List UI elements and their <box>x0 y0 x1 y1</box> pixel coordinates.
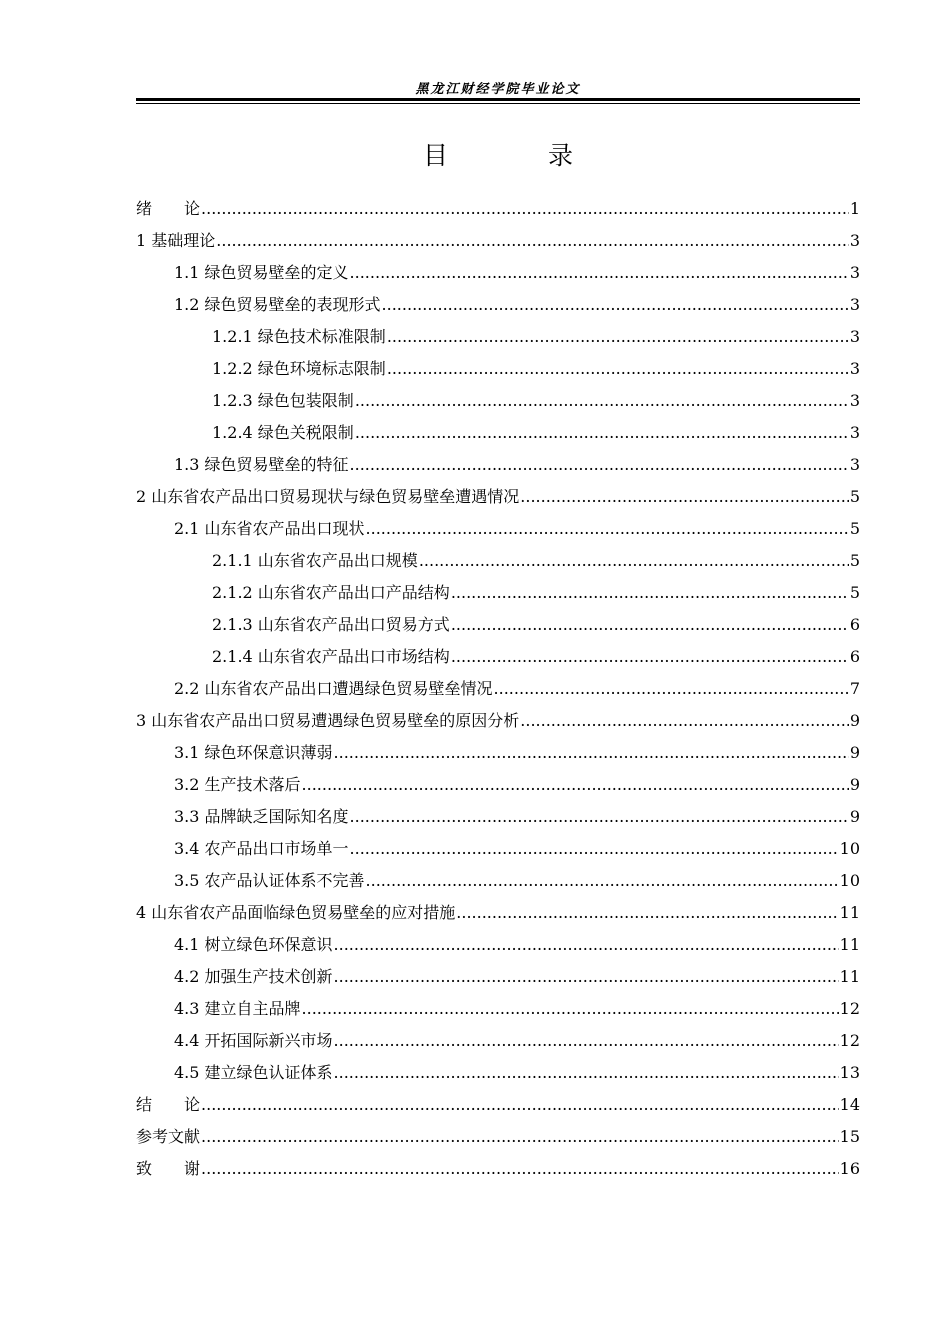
toc-entry-page: 9 <box>849 775 860 794</box>
toc-entry[interactable] <box>174 798 860 828</box>
toc-entry-label: 2.2 山东省农产品出口遭遇绿色贸易壁垒情况 <box>174 679 493 698</box>
toc-leader-dots <box>350 454 849 476</box>
toc-entry-page: 9 <box>849 743 860 762</box>
toc-entry-page: 5 <box>849 583 860 602</box>
toc-title: 目 录 <box>423 141 619 170</box>
toc-entry-page: 10 <box>839 839 860 858</box>
toc-leader-dots <box>419 550 849 572</box>
toc-entry[interactable] <box>174 734 860 764</box>
toc-leader-dots <box>355 390 849 412</box>
toc-entry-page: 11 <box>839 967 860 986</box>
toc-entry-label: 3.2 生产技术落后 <box>174 775 301 794</box>
toc-entry-page: 12 <box>839 1031 860 1050</box>
toc-entry[interactable] <box>136 894 860 924</box>
toc-entry-label: 2.1.1 山东省农产品出口规模 <box>212 551 418 570</box>
toc-entry[interactable] <box>212 542 860 572</box>
toc-leader-dots <box>201 1158 839 1180</box>
toc-leader-dots <box>355 422 849 444</box>
toc-leader-dots <box>387 358 849 380</box>
toc-leader-dots <box>334 742 849 764</box>
toc-entry-page: 14 <box>839 1095 860 1114</box>
toc-entry-page: 3 <box>849 391 860 410</box>
toc-entry-page: 5 <box>849 487 860 506</box>
toc-entry[interactable] <box>212 574 860 604</box>
toc-leader-dots <box>382 294 849 316</box>
toc-entry-page: 3 <box>849 327 860 346</box>
toc-entry[interactable] <box>136 222 860 252</box>
toc-entry[interactable] <box>212 606 860 636</box>
toc-entry[interactable] <box>174 670 860 700</box>
toc-entry[interactable] <box>174 1054 860 1084</box>
toc-entry-label: 致 谢 <box>136 1159 201 1178</box>
toc-entry[interactable] <box>136 478 860 508</box>
toc-leader-dots <box>201 1126 839 1148</box>
toc-leader-dots <box>520 710 849 732</box>
toc-entry-label: 2.1.4 山东省农产品出口市场结构 <box>212 647 450 666</box>
toc-entry[interactable] <box>174 446 860 476</box>
toc-leader-dots <box>334 934 839 956</box>
toc-entry-page: 9 <box>849 807 860 826</box>
toc-entry-label: 3.4 农产品出口市场单一 <box>174 839 349 858</box>
toc-leader-dots <box>216 230 849 252</box>
toc-entry-label: 4.5 建立绿色认证体系 <box>174 1063 333 1082</box>
toc-entry[interactable] <box>174 1022 860 1052</box>
toc-entry-page: 5 <box>849 519 860 538</box>
toc-entry-page: 1 <box>849 199 860 218</box>
toc-entry-page: 7 <box>849 679 860 698</box>
toc-leader-dots <box>387 326 849 348</box>
toc-entry-label: 4.1 树立绿色环保意识 <box>174 935 333 954</box>
toc-entry-page: 3 <box>849 231 860 250</box>
toc-leader-dots <box>366 870 839 892</box>
toc-leader-dots <box>201 198 849 220</box>
toc-leader-dots <box>350 806 849 828</box>
running-header: 黑龙江财经学院毕业论文 <box>415 82 581 97</box>
toc-entry-label: 3 山东省农产品出口贸易遭遇绿色贸易壁垒的原因分析 <box>136 711 520 730</box>
toc-entry-page: 16 <box>839 1159 860 1178</box>
toc-entry-label: 1.3 绿色贸易壁垒的特征 <box>174 455 349 474</box>
toc-entry[interactable] <box>174 510 860 540</box>
toc-entry[interactable] <box>212 638 860 668</box>
toc-leader-dots <box>456 902 838 924</box>
toc-entry[interactable] <box>136 190 860 220</box>
toc-leader-dots <box>201 1094 839 1116</box>
toc-entry[interactable] <box>212 350 860 380</box>
toc-entry-page: 3 <box>849 295 860 314</box>
toc-entry[interactable] <box>212 382 860 412</box>
toc-entry-label: 4.4 开拓国际新兴市场 <box>174 1031 333 1050</box>
toc-entry[interactable] <box>174 926 860 956</box>
toc-entry[interactable] <box>212 318 860 348</box>
toc-entry[interactable] <box>136 1118 860 1148</box>
toc-entry-label: 2.1.3 山东省农产品出口贸易方式 <box>212 615 450 634</box>
toc-entry-label: 2.1.2 山东省农产品出口产品结构 <box>212 583 450 602</box>
toc-entry[interactable] <box>136 1150 860 1180</box>
toc-entry-page: 3 <box>849 359 860 378</box>
toc-entry-label: 3.1 绿色环保意识薄弱 <box>174 743 333 762</box>
toc-entry-label: 4 山东省农产品面临绿色贸易壁垒的应对措施 <box>136 903 456 922</box>
toc-entry-page: 15 <box>839 1127 860 1146</box>
toc-leader-dots <box>302 774 849 796</box>
toc-leader-dots <box>334 1062 839 1084</box>
toc-entry[interactable] <box>174 830 860 860</box>
toc-entry-page: 3 <box>849 263 860 282</box>
toc-entry-label: 4.2 加强生产技术创新 <box>174 967 333 986</box>
toc-entry-label: 1.1 绿色贸易壁垒的定义 <box>174 263 349 282</box>
toc-entry-page: 6 <box>849 615 860 634</box>
toc-entry-label: 4.3 建立自主品牌 <box>174 999 301 1018</box>
toc-entry-page: 5 <box>849 551 860 570</box>
toc-entry-label: 3.3 品牌缺乏国际知名度 <box>174 807 349 826</box>
header-rule-thick <box>136 98 860 101</box>
toc-entry-label: 2.1 山东省农产品出口现状 <box>174 519 365 538</box>
toc-entry-label: 绪 论 <box>136 199 201 218</box>
toc-entry-page: 11 <box>839 903 860 922</box>
toc-entry[interactable] <box>174 766 860 796</box>
toc-entry[interactable] <box>174 286 860 316</box>
toc-leader-dots <box>451 614 849 636</box>
toc-entry-label: 1.2.2 绿色环境标志限制 <box>212 359 386 378</box>
toc-entry-page: 3 <box>849 455 860 474</box>
toc-entry-page: 12 <box>839 999 860 1018</box>
toc-entry-label: 参考文献 <box>136 1127 201 1146</box>
toc-entry-label: 1.2.4 绿色关税限制 <box>212 423 354 442</box>
toc-entry[interactable] <box>136 702 860 732</box>
toc-entry-page: 11 <box>839 935 860 954</box>
toc-entry-label: 2 山东省农产品出口贸易现状与绿色贸易壁垒遭遇情况 <box>136 487 520 506</box>
toc-entry-page: 6 <box>849 647 860 666</box>
toc-entry-label: 3.5 农产品认证体系不完善 <box>174 871 365 890</box>
toc-leader-dots <box>302 998 839 1020</box>
toc-entry[interactable] <box>136 1086 860 1116</box>
toc-leader-dots <box>451 582 849 604</box>
toc-entry[interactable] <box>174 958 860 988</box>
toc-leader-dots <box>350 262 849 284</box>
toc-entry-label: 1.2.1 绿色技术标准限制 <box>212 327 386 346</box>
toc-entry-label: 1 基础理论 <box>136 231 216 250</box>
toc-entry[interactable] <box>174 254 860 284</box>
toc-leader-dots <box>334 1030 839 1052</box>
toc-leader-dots <box>366 518 849 540</box>
header-rule-thin <box>136 103 860 104</box>
toc-entry-label: 1.2 绿色贸易壁垒的表现形式 <box>174 295 381 314</box>
toc-entry[interactable] <box>174 862 860 892</box>
toc-entry-label: 结 论 <box>136 1095 201 1114</box>
toc-entry-page: 9 <box>849 711 860 730</box>
toc-entry-label: 1.2.3 绿色包装限制 <box>212 391 354 410</box>
toc-leader-dots <box>494 678 849 700</box>
toc-entry[interactable] <box>212 414 860 444</box>
toc-entry[interactable] <box>174 990 860 1020</box>
toc-entry-page: 10 <box>839 871 860 890</box>
toc-leader-dots <box>520 486 849 508</box>
toc-leader-dots <box>451 646 849 668</box>
toc-entry-page: 3 <box>849 423 860 442</box>
toc-entry-page: 13 <box>839 1063 860 1082</box>
toc-leader-dots <box>350 838 839 860</box>
toc-leader-dots <box>334 966 839 988</box>
